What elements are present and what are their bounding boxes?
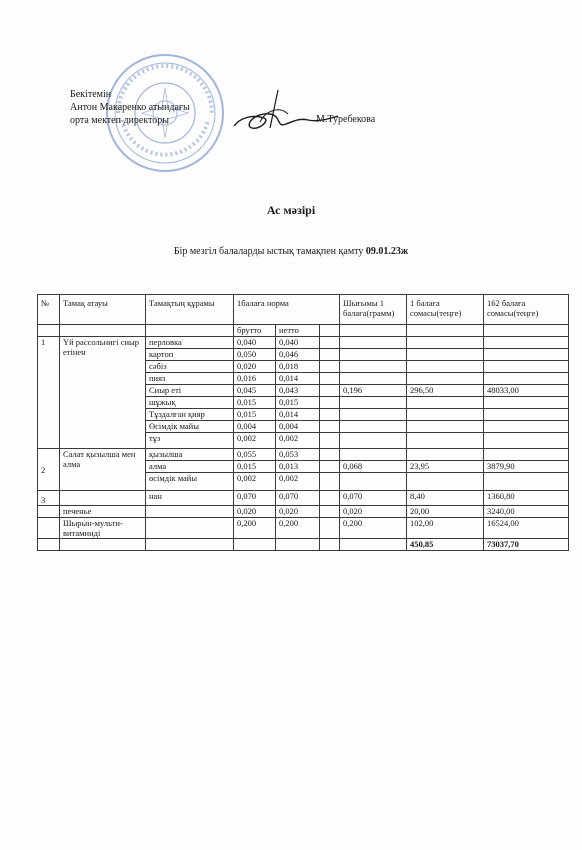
ingredient-brutto: 0,050 <box>234 349 276 361</box>
approval-line-school: Антон Макаренко атындағы <box>70 102 190 113</box>
dish-cost-162: 3879,90 <box>484 461 569 473</box>
ingredient-brutto: 0,070 <box>234 491 276 506</box>
ingredient-name: шұжық <box>146 397 234 409</box>
subtitle-text: Бір мезгіл балаларды ыстық тамақпен қамту <box>173 246 364 257</box>
header-composition: Тамақтың құрамы <box>146 295 234 325</box>
table-row <box>38 506 569 518</box>
page-title: Ас мәзірі <box>266 203 316 217</box>
ingredient-name: Сиыр еті <box>146 385 234 397</box>
ingredient-netto: 0,040 <box>276 337 320 349</box>
ingredient-brutto: 0,004 <box>234 421 276 433</box>
ingredient-name: қызылша <box>146 449 234 461</box>
header-num: № <box>38 295 60 325</box>
table-total-row <box>38 539 569 551</box>
subtitle-date: 09.01.23ж <box>365 246 409 257</box>
ingredient-netto: 0,018 <box>276 361 320 373</box>
ingredient-brutto: 0,055 <box>234 449 276 461</box>
page-subtitle <box>0 246 582 257</box>
ingredient-netto: 0,002 <box>276 433 320 449</box>
dish-expense: 0,196 <box>340 385 407 397</box>
ingredient-netto: 0,046 <box>276 349 320 361</box>
ingredient-name: перловка <box>146 337 234 349</box>
dish-cost-one: 296,50 <box>407 385 484 397</box>
ingredient-netto: 0,020 <box>276 506 320 518</box>
ingredient-netto: 0,014 <box>276 373 320 385</box>
header-brutto: брутто <box>234 325 276 337</box>
ingredient-netto: 0,014 <box>276 409 320 421</box>
dish-expense: 0,020 <box>340 506 407 518</box>
total-cost-one: 450,85 <box>407 539 484 551</box>
ingredient-brutto: 0,002 <box>234 473 276 491</box>
table-header-row <box>38 295 569 325</box>
ingredient-brutto: 0,015 <box>234 409 276 421</box>
ingredient-netto: 0,043 <box>276 385 320 397</box>
dish-name: печенье <box>60 506 146 518</box>
ingredient-name: картоп <box>146 349 234 361</box>
total-cost-162: 73037,70 <box>484 539 569 551</box>
table-row <box>38 449 569 461</box>
dish-number: 3 <box>38 491 60 506</box>
ingredient-brutto: 0,015 <box>234 397 276 409</box>
signature-icon <box>230 88 340 138</box>
ingredient-netto: 0,015 <box>276 397 320 409</box>
table-subheader-row <box>38 325 569 337</box>
ingredient-name: нан <box>146 491 234 506</box>
dish-cost-162: 48033,00 <box>484 385 569 397</box>
dish-cost-162: 3240,00 <box>484 506 569 518</box>
table-row <box>38 337 569 349</box>
ingredient-netto: 0,070 <box>276 491 320 506</box>
header-norm: 1балаға норма <box>234 295 340 325</box>
header-cost-162: 162 балаға сомасы(теңге) <box>484 295 569 325</box>
director-name: М.Туребекова <box>316 114 376 125</box>
approval-line-approve: Бекітемін <box>70 89 112 100</box>
approval-block <box>70 88 190 127</box>
dish-cost-162: 16524,00 <box>484 518 569 539</box>
ingredient-brutto: 0,020 <box>234 361 276 373</box>
ingredient-brutto: 0,020 <box>234 506 276 518</box>
table-row <box>38 518 569 539</box>
dish-expense: 0,068 <box>340 461 407 473</box>
header-expense: Шығымы 1 балаға(грамм) <box>340 295 407 325</box>
dish-cost-one: 23,95 <box>407 461 484 473</box>
ingredient-brutto: 0,015 <box>234 461 276 473</box>
ingredient-name: пияз <box>146 373 234 385</box>
dish-cost-one: 8,40 <box>407 491 484 506</box>
ingredient-name: өсімдік майы <box>146 473 234 491</box>
ingredient-netto: 0,200 <box>276 518 320 539</box>
ingredient-brutto: 0,045 <box>234 385 276 397</box>
menu-table <box>37 294 569 551</box>
header-dish-name: Тамақ атауы <box>60 295 146 325</box>
header-cost-one: 1 балаға сомасы(теңге) <box>407 295 484 325</box>
dish-name: Салат қызылша мен алма <box>60 449 146 491</box>
dish-expense: 0,070 <box>340 491 407 506</box>
ingredient-name: тұз <box>146 433 234 449</box>
ingredient-brutto: 0,200 <box>234 518 276 539</box>
ingredient-brutto: 0,016 <box>234 373 276 385</box>
ingredient-name: сәбіз <box>146 361 234 373</box>
ingredient-name: алма <box>146 461 234 473</box>
ingredient-brutto: 0,002 <box>234 433 276 449</box>
dish-cost-one: 102,00 <box>407 518 484 539</box>
dish-number: 2 <box>38 449 60 491</box>
ingredient-netto: 0,002 <box>276 473 320 491</box>
ingredient-netto: 0,004 <box>276 421 320 433</box>
ingredient-netto: 0,053 <box>276 449 320 461</box>
dish-cost-one: 20,00 <box>407 506 484 518</box>
dish-name: Үй рассольнигі сиыр етінен <box>60 337 146 449</box>
ingredient-netto: 0,013 <box>276 461 320 473</box>
dish-cost-162: 1360,80 <box>484 491 569 506</box>
ingredient-name: Тұздалған қияр <box>146 409 234 421</box>
dish-name: Шырын-мульти-витаминді <box>60 518 146 539</box>
ingredient-name: Өсімдік майы <box>146 421 234 433</box>
dish-expense: 0,200 <box>340 518 407 539</box>
ingredient-brutto: 0,040 <box>234 337 276 349</box>
header-netto: нетто <box>276 325 320 337</box>
approval-line-director: орта мектеп директоры <box>70 115 170 126</box>
table-row <box>38 491 569 506</box>
dish-number: 1 <box>38 337 60 449</box>
